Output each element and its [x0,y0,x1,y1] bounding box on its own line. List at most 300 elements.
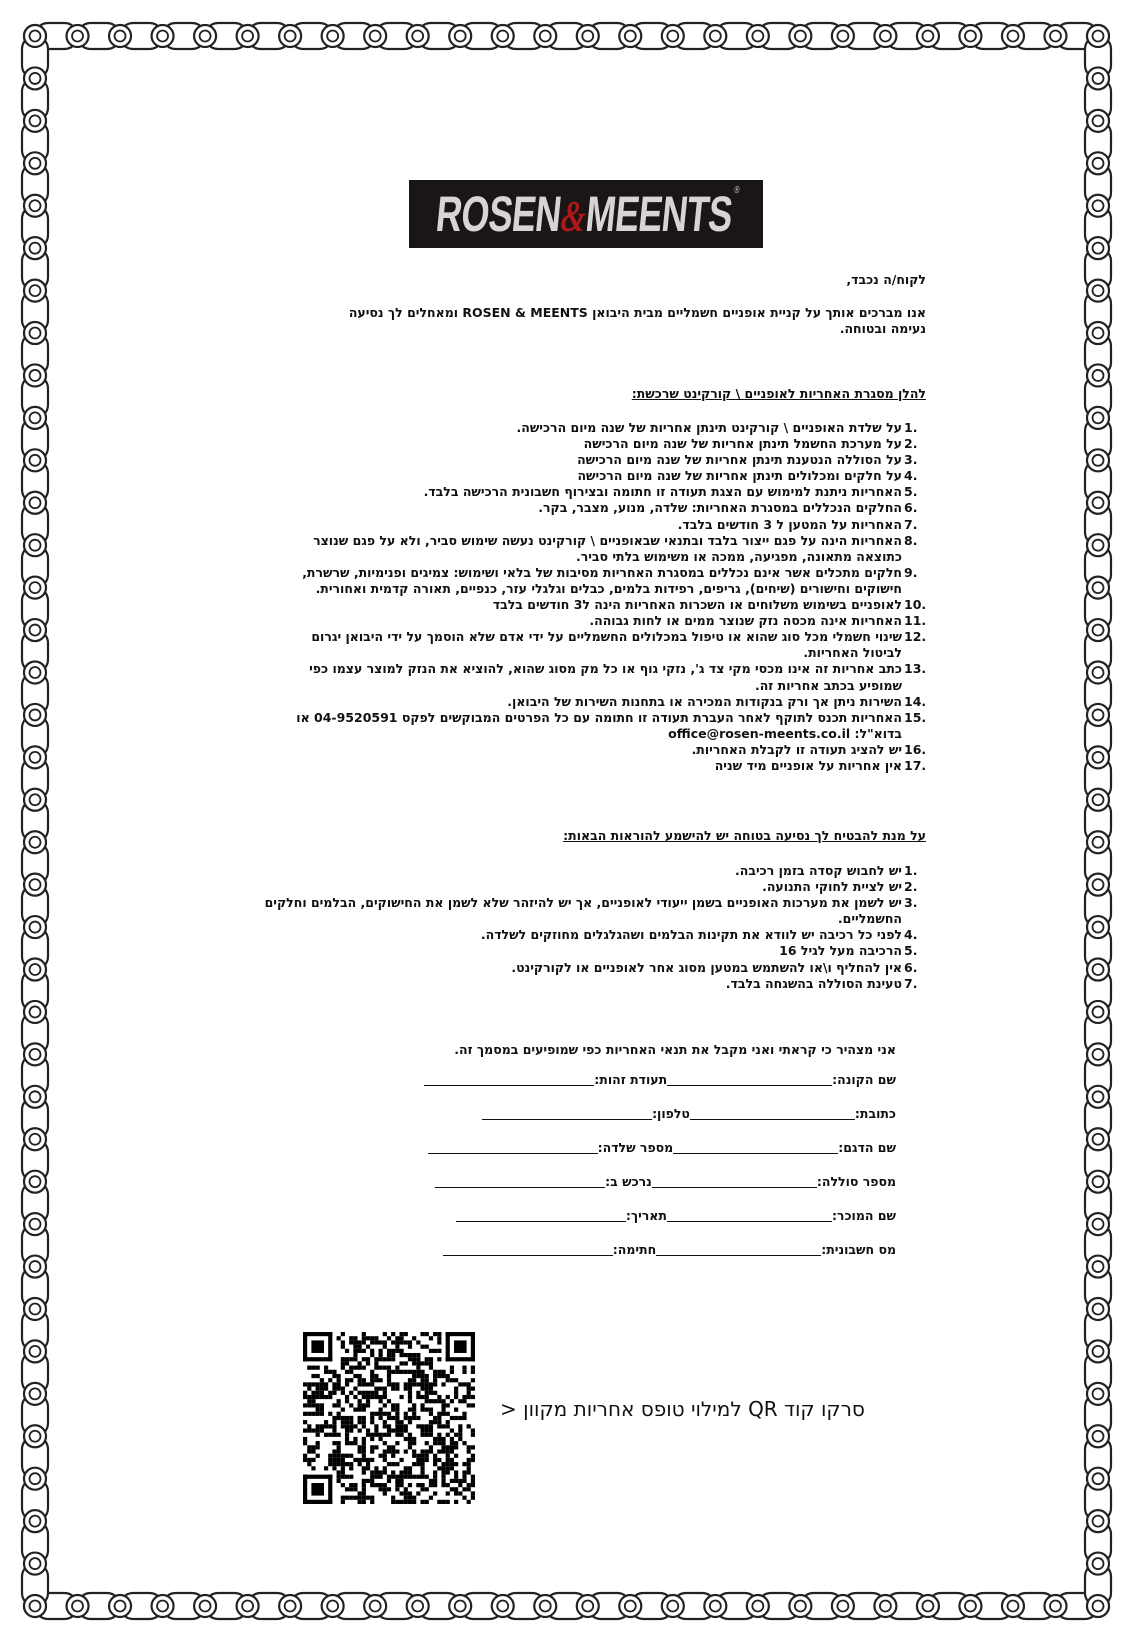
qr-module [358,1391,362,1395]
qr-module [353,1387,357,1391]
qr-module [328,1458,332,1462]
qr-module [353,1357,357,1361]
qr-module [332,1374,336,1378]
qr-module [446,1454,450,1458]
list-number: 16. [904,741,927,757]
qr-module [366,1403,370,1407]
qr-module [404,1500,408,1504]
qr-module [462,1412,466,1416]
qr-module [387,1412,391,1416]
qr-module [362,1491,366,1495]
qr-module [471,1387,475,1391]
qr-module [433,1491,437,1495]
qr-module [311,1445,315,1449]
qr-module [395,1382,399,1386]
qr-module [454,1475,458,1479]
qr-module [462,1395,466,1399]
qr-module [353,1496,357,1500]
qr-module [391,1387,395,1391]
qr-module [358,1496,362,1500]
form-field[interactable] [673,1140,838,1154]
qr-module [408,1466,412,1470]
qr-module [412,1441,416,1445]
list-item-text: האחריות אינה מכסה נזק שנוצר ממים או לחות גבוהה. [589,613,902,629]
qr-module [408,1357,412,1361]
qr-module [345,1454,349,1458]
list-item-text: יש לחבוש קסדה בזמן רכיבה. [735,863,902,878]
qr-module [345,1433,349,1437]
qr-module [429,1391,433,1395]
qr-module [383,1449,387,1453]
qr-module [362,1445,366,1449]
qr-module [441,1475,445,1479]
qr-module [462,1487,466,1491]
form-label: תאריך: [625,1208,667,1223]
list-item-text: לפני כל רכיבה יש לוודא את תקינות הבלמים ושהגלגלים מחוזקים לשלדה. [480,927,902,943]
qr-module [433,1382,437,1386]
qr-module [462,1382,466,1386]
qr-module [311,1366,315,1370]
list-item [282,693,927,710]
qr-module [349,1370,353,1374]
qr-module [408,1496,412,1500]
qr-module [458,1491,462,1495]
qr-module [433,1462,437,1466]
form-field[interactable] [424,1072,594,1086]
qr-module [358,1408,362,1412]
qr-module [320,1428,324,1432]
qr-module [387,1475,391,1479]
qr-module [391,1332,395,1336]
qr-module [437,1357,441,1361]
list-number: 5. [904,943,918,959]
qr-module [420,1382,424,1386]
qr-module [324,1433,328,1437]
form-row [376,1174,896,1208]
qr-module [353,1458,357,1462]
qr-module [303,1458,307,1462]
qr-module [412,1370,416,1374]
qr-module [395,1340,399,1344]
qr-module [332,1370,336,1374]
qr-module [391,1408,395,1412]
qr-module [374,1470,378,1474]
qr-module [353,1408,357,1412]
qr-module [370,1449,374,1453]
qr-module [332,1454,336,1458]
qr-module [462,1470,466,1474]
qr-module [433,1475,437,1479]
qr-module [379,1408,383,1412]
qr-module [416,1340,420,1344]
qr-module [383,1420,387,1424]
qr-module [303,1428,307,1432]
qr-module [316,1433,320,1437]
qr-module [303,1441,307,1445]
qr-module [374,1466,378,1470]
qr-module [467,1458,471,1462]
qr-module [416,1361,420,1365]
qr-finder [303,1332,332,1336]
qr-module [416,1416,420,1420]
qr-module [446,1466,450,1470]
qr-module [370,1470,374,1474]
qr-module [379,1399,383,1403]
qr-module [441,1466,445,1470]
qr-module [303,1437,307,1441]
qr-module [379,1340,383,1344]
qr-module [332,1458,336,1462]
qr-module [429,1424,433,1428]
qr-module [362,1349,366,1353]
qr-module [387,1487,391,1491]
qr-module [446,1412,450,1416]
qr-module [399,1424,403,1428]
qr-module [454,1387,458,1391]
list-item-text: על שלדת האופניים \ קורקינט תינתן אחריות של שנה מיום הרכישה. [516,420,902,435]
customer-form [376,1072,896,1276]
qr-module [399,1470,403,1474]
qr-module [420,1361,424,1365]
qr-module [362,1420,366,1424]
qr-module [324,1387,328,1391]
qr-module [332,1433,336,1437]
qr-module [450,1437,454,1441]
qr-module [408,1378,412,1382]
qr-module [366,1458,370,1462]
qr-module [408,1416,412,1420]
qr-module [341,1391,345,1395]
qr-module [383,1491,387,1495]
qr-module [420,1370,424,1374]
qr-module [408,1353,412,1357]
qr-module [362,1403,366,1407]
qr-module [471,1475,475,1479]
qr-module [383,1357,387,1361]
qr-module [362,1424,366,1428]
qr-module [441,1479,445,1483]
qr-module [458,1424,462,1428]
qr-module [441,1483,445,1487]
qr-module [429,1412,433,1416]
qr-module [441,1370,445,1374]
qr-module [458,1437,462,1441]
qr-module [358,1403,362,1407]
qr-module [341,1454,345,1458]
qr-module [462,1462,466,1466]
qr-module [454,1454,458,1458]
qr-module [471,1479,475,1483]
qr-module [404,1475,408,1479]
qr-module [370,1458,374,1462]
safety-list [242,863,926,992]
qr-module [433,1441,437,1445]
qr-module [450,1445,454,1449]
qr-module [391,1382,395,1386]
qr-module [420,1424,424,1428]
list-item [282,564,918,597]
form-label: טלפון: [652,1106,690,1121]
qr-module [349,1420,353,1424]
qr-module [433,1391,437,1395]
qr-module [437,1374,441,1378]
qr-module [374,1374,378,1378]
qr-module [332,1420,336,1424]
qr-module [420,1408,424,1412]
qr-module [345,1370,349,1374]
form-field[interactable] [667,1208,832,1222]
qr-module [328,1454,332,1458]
qr-module [395,1441,399,1445]
qr-module [337,1416,341,1420]
qr-module [332,1391,336,1395]
qr-module [395,1487,399,1491]
qr-module [420,1374,424,1378]
list-number: 6. [904,500,918,516]
qr-module [358,1449,362,1453]
qr-module [332,1462,336,1466]
qr-module [374,1428,378,1432]
form-field[interactable] [456,1208,626,1222]
qr-module [349,1475,353,1479]
qr-module [366,1382,370,1386]
qr-module [358,1366,362,1370]
qr-module [450,1441,454,1445]
qr-module [316,1428,320,1432]
qr-module [358,1420,362,1424]
qr-module [332,1441,336,1445]
qr-module [404,1470,408,1474]
qr-module [337,1387,341,1391]
form-field[interactable] [435,1174,605,1188]
qr-module [454,1391,458,1395]
list-number: 7. [904,975,918,991]
qr-module [408,1433,412,1437]
qr-module [362,1378,366,1382]
qr-module [425,1391,429,1395]
logo-registered: ® [733,185,739,196]
qr-module [383,1458,387,1462]
qr-module [471,1366,475,1370]
qr-module [429,1496,433,1500]
qr-module [387,1445,391,1449]
qr-module [337,1374,341,1378]
qr-module [437,1412,441,1416]
list-number: 4. [904,927,918,943]
qr-module [433,1437,437,1441]
qr-module [383,1340,387,1344]
qr-module [395,1424,399,1428]
qr-module [387,1462,391,1466]
qr-module [387,1353,391,1357]
qr-module [379,1437,383,1441]
qr-finder [311,1483,324,1496]
qr-module [454,1470,458,1474]
qr-module [379,1353,383,1357]
qr-module [370,1483,374,1487]
qr-finder [454,1340,467,1353]
qr-module [450,1479,454,1483]
list-item [282,613,927,629]
qr-module [349,1416,353,1420]
rosen-meents-logo [409,180,763,248]
qr-module [337,1403,341,1407]
list-number: 13. [904,661,927,677]
qr-module [399,1349,403,1353]
qr-module [307,1387,311,1391]
qr-module [450,1466,454,1470]
qr-module [358,1500,362,1504]
qr-module [341,1361,345,1365]
qr-module [437,1340,441,1344]
qr-code[interactable] [303,1332,475,1504]
qr-module [362,1449,366,1453]
qr-module [429,1408,433,1412]
qr-module [404,1487,408,1491]
form-field[interactable] [443,1242,613,1256]
qr-module [383,1470,387,1474]
qr-module [362,1458,366,1462]
qr-module [366,1428,370,1432]
qr-module [311,1399,315,1403]
qr-module [416,1491,420,1495]
qr-module [370,1412,374,1416]
qr-finder [303,1357,332,1361]
form-field[interactable] [690,1106,855,1120]
list-number: 1. [904,420,918,435]
qr-module [307,1462,311,1466]
qr-module [408,1475,412,1479]
qr-module [332,1382,336,1386]
qr-module [399,1361,403,1365]
qr-module [412,1496,416,1500]
qr-module [345,1361,349,1365]
qr-module [429,1387,433,1391]
qr-module [328,1395,332,1399]
qr-module [420,1449,424,1453]
qr-module [332,1428,336,1432]
qr-module [341,1500,345,1504]
qr-module [366,1336,370,1340]
qr-module [395,1349,399,1353]
qr-module [307,1366,311,1370]
list-number: 15. [904,709,927,725]
qr-module [416,1483,420,1487]
qr-module [316,1366,320,1370]
qr-module [353,1487,357,1491]
qr-module [362,1487,366,1491]
qr-module [341,1420,345,1424]
qr-module [429,1449,433,1453]
list-item-text: האחריות על המטען ל 3 חודשים בלבד. [677,516,902,532]
qr-module [429,1357,433,1361]
qr-module [370,1437,374,1441]
qr-module [337,1470,341,1474]
qr-module [404,1424,408,1428]
qr-module [366,1361,370,1365]
qr-module [412,1374,416,1378]
form-field[interactable] [656,1242,821,1256]
qr-module [366,1395,370,1399]
qr-module [467,1391,471,1395]
qr-module [337,1378,341,1382]
qr-module [391,1500,395,1504]
form-label: מספר סוללה: [816,1174,896,1189]
qr-module [358,1399,362,1403]
qr-module [404,1428,408,1432]
list-number: 12. [904,629,927,645]
qr-module [412,1382,416,1386]
list-number: 3. [904,452,918,468]
qr-module [404,1412,408,1416]
qr-module [437,1395,441,1399]
qr-module [337,1462,341,1466]
qr-module [311,1391,315,1395]
qr-module [420,1462,424,1466]
form-field[interactable] [482,1106,652,1120]
qr-module [420,1500,424,1504]
qr-module [341,1340,345,1344]
qr-module [374,1387,378,1391]
qr-module [316,1387,320,1391]
qr-module [425,1428,429,1432]
qr-module [408,1500,412,1504]
qr-module [332,1424,336,1428]
list-number: 6. [904,959,918,975]
qr-module [320,1412,324,1416]
qr-module [450,1370,454,1374]
list-item-text: חלקים מתכלים אשר אינם נכללים במסגרת האחריות מסיבות של בלאי ושימוש: צמיגים ופנימיות, שרשרת, חישוקים וחישורים (שיחים), גריפים, רפידות בלמים, כבלים וגלגלי עזר, כנפיים, תאורה קדמית ואחורית. [302,564,902,596]
qr-module [408,1382,412,1386]
qr-module [433,1370,437,1374]
qr-module [399,1500,403,1504]
form-field[interactable] [652,1174,817,1188]
qr-module [404,1340,408,1344]
form-label: מספר שלדה: [597,1140,674,1155]
qr-module [425,1382,429,1386]
qr-module [362,1441,366,1445]
qr-module [420,1466,424,1470]
form-field[interactable] [667,1072,832,1086]
qr-module [337,1445,341,1449]
form-field[interactable] [428,1140,598,1154]
list-item [242,943,918,959]
qr-module [383,1454,387,1458]
qr-module [429,1382,433,1386]
list-item [282,629,927,661]
qr-module [324,1424,328,1428]
qr-module [370,1496,374,1500]
qr-module [450,1366,454,1370]
list-item [282,452,918,468]
qr-module [316,1454,320,1458]
qr-module [450,1487,454,1491]
qr-module [379,1483,383,1487]
qr-module [374,1475,378,1479]
qr-module [425,1395,429,1399]
qr-module [412,1408,416,1412]
qr-module [471,1483,475,1487]
qr-module [383,1387,387,1391]
qr-module [387,1378,391,1382]
qr-module [416,1370,420,1374]
qr-module [379,1470,383,1474]
qr-module [311,1412,315,1416]
qr-module [395,1345,399,1349]
qr-module [471,1378,475,1382]
qr-module [446,1433,450,1437]
qr-module [471,1491,475,1495]
